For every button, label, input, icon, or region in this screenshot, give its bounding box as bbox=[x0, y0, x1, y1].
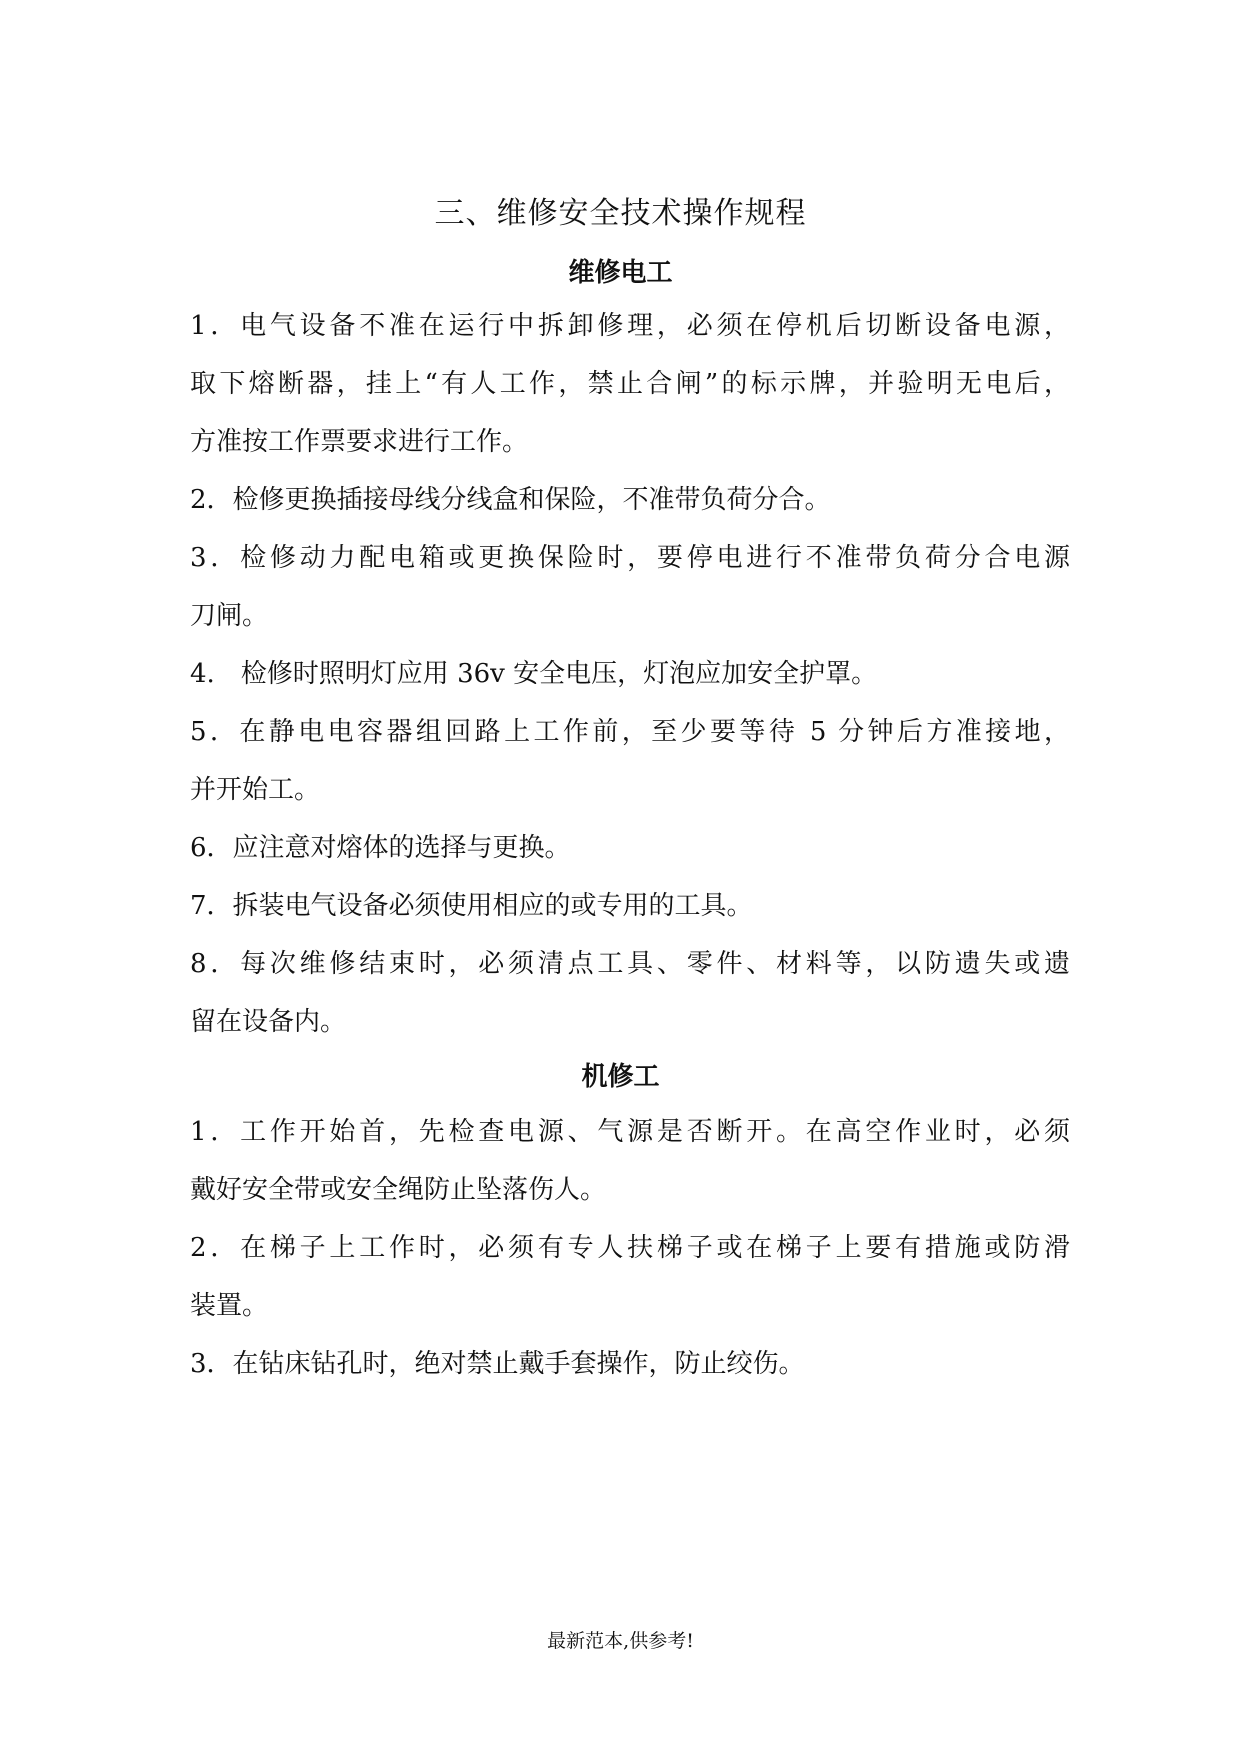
paragraph-line: 并开始工。 bbox=[190, 775, 321, 805]
paragraph-line: 2．检修更换插接母线分线盒和保险，不准带负荷分合。 bbox=[190, 485, 831, 515]
paragraph-line: 戴好安全带或安全绳防止坠落伤人。 bbox=[190, 1175, 607, 1205]
paragraph-line: 1．电气设备不准在运行中拆卸修理，必须在停机后切断设备电源， bbox=[190, 311, 1070, 341]
document-title: 三、维修安全技术操作规程 bbox=[434, 196, 807, 231]
paragraph-line: 2．在梯子上工作时，必须有专人扶梯子或在梯子上要有措施或防滑 bbox=[190, 1233, 1070, 1263]
paragraph-line: 5．在静电电容器组回路上工作前，至少要等待 5 分钟后方准接地， bbox=[190, 717, 1070, 747]
paragraph-line: 装置。 bbox=[190, 1291, 269, 1321]
paragraph-line: 6．应注意对熔体的选择与更换。 bbox=[190, 833, 571, 863]
paragraph-line: 留在设备内。 bbox=[190, 1007, 347, 1037]
paragraph-line: 3．检修动力配电箱或更换保险时，要停电进行不准带负荷分合电源 bbox=[190, 543, 1070, 573]
paragraph-line: 刀闸。 bbox=[190, 601, 269, 631]
paragraph-line: 7．拆装电气设备必须使用相应的或专用的工具。 bbox=[190, 891, 753, 921]
section-heading-electrician: 维修电工 bbox=[568, 258, 673, 288]
paragraph-line: 3．在钻床钻孔时，绝对禁止戴手套操作，防止绞伤。 bbox=[190, 1349, 805, 1379]
paragraph-line: 4. 检修时照明灯应用 36v 安全电压，灯泡应加安全护罩。 bbox=[190, 659, 878, 689]
page-footer: 最新范本,供参考! bbox=[547, 1630, 694, 1652]
section-heading-mechanic: 机修工 bbox=[581, 1062, 660, 1092]
paragraph-line: 取下熔断器，挂上“有人工作，禁止合闸”的标示牌，并验明无电后， bbox=[190, 369, 1070, 399]
paragraph-line: 方准按工作票要求进行工作。 bbox=[190, 427, 529, 457]
paragraph-line: 8．每次维修结束时，必须清点工具、零件、材料等，以防遗失或遗 bbox=[190, 949, 1070, 979]
paragraph-line: 1．工作开始首，先检查电源、气源是否断开。在高空作业时，必须 bbox=[190, 1117, 1070, 1147]
